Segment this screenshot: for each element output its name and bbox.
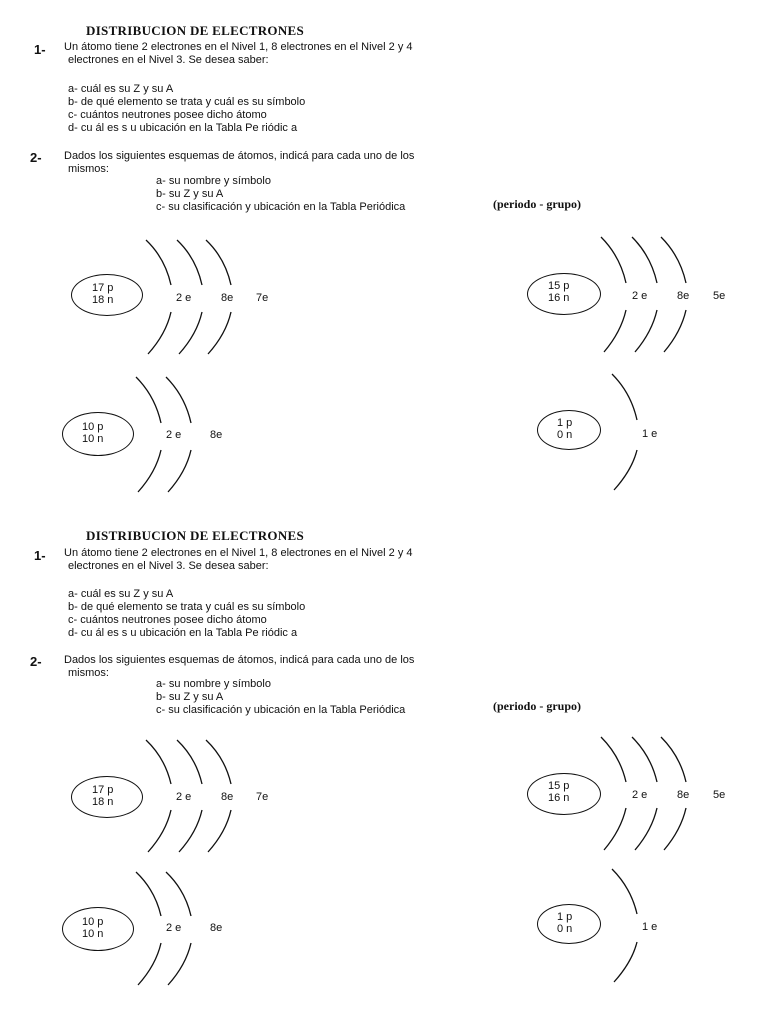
question-1-item-b: b- de qué elemento se trata y cuál es su símbolo — [68, 601, 306, 613]
shell-arc — [604, 808, 626, 850]
shell-1-label: 2 e — [166, 429, 182, 441]
nucleus-neutrons: 10 n — [82, 928, 104, 940]
shell-arc — [168, 450, 191, 492]
question-1-item-d: d- cu ál es s u ubicación en la Tabla Pe riódic a — [68, 627, 298, 639]
shell-3-label: 7e — [256, 791, 269, 803]
question-1-text-line2: electrones en el Nivel 3. Se desea saber: — [68, 54, 269, 66]
question-2-item-c: c- su clasificación y ubicación en la Tabla Periódica — [156, 201, 406, 213]
shell-arc — [632, 737, 657, 782]
shell-3-label: 5e — [713, 789, 726, 801]
nucleus-protons: 15 p — [548, 780, 570, 792]
shell-1-label: 2 e — [632, 290, 648, 302]
shell-1-label: 1 e — [642, 921, 658, 933]
shell-arc — [179, 810, 202, 852]
question-1-item-c: c- cuántos neutrones posee dicho átomo — [68, 614, 267, 626]
question-2-text-line1: Dados los siguientes esquemas de átomos, indicá para cada uno de los — [64, 654, 415, 666]
shell-arc — [177, 240, 202, 285]
shell-arc — [136, 377, 161, 423]
nucleus-protons: 17 p — [92, 784, 114, 796]
nucleus-neutrons: 16 n — [548, 792, 570, 804]
question-1-number: 1- — [34, 548, 46, 563]
shell-arc — [664, 808, 686, 850]
question-2-item-b: b- su Z y su A — [156, 188, 224, 200]
shell-3-label: 5e — [713, 290, 726, 302]
shell-arc — [601, 737, 626, 782]
shell-arc — [661, 237, 686, 283]
worksheet-title: DISTRIBUCION DE ELECTRONES — [86, 23, 305, 38]
shell-arcs-neon — [136, 872, 191, 985]
nucleus-neutrons: 16 n — [548, 292, 570, 304]
shell-arcs-phosphorus — [601, 737, 686, 850]
shell-arc — [612, 869, 637, 914]
shell-arcs-hydrogen — [612, 374, 637, 490]
question-2-number: 2- — [30, 654, 42, 669]
shell-arc — [614, 942, 637, 982]
shell-arc — [208, 810, 231, 852]
shell-arc — [664, 310, 686, 352]
nucleus-neutrons: 0 n — [557, 923, 573, 935]
question-2-item-a: a- su nombre y símbolo — [156, 678, 271, 690]
question-2-text-line2: mismos: — [68, 163, 109, 175]
shell-1-label: 2 e — [176, 791, 192, 803]
worksheet-title: DISTRIBUCION DE ELECTRONES — [86, 528, 305, 543]
nucleus-protons: 1 p — [557, 417, 573, 429]
shell-2-label: 8e — [221, 791, 234, 803]
nucleus-neutrons: 18 n — [92, 796, 114, 808]
shell-arc — [166, 872, 191, 916]
shell-2-label: 8e — [210, 429, 223, 441]
question-2-text-line1: Dados los siguientes esquemas de átomos, indicá para cada uno de los — [64, 150, 415, 162]
nucleus-protons: 10 p — [82, 916, 104, 928]
periodo-grupo-emphasis: (periodo - grupo) — [493, 197, 581, 211]
question-2-text-line2: mismos: — [68, 667, 109, 679]
question-1-item-b: b- de qué elemento se trata y cuál es su símbolo — [68, 96, 306, 108]
shell-arc — [179, 312, 202, 354]
shell-arc — [138, 943, 161, 985]
shell-arc — [146, 740, 171, 784]
question-1-item-c: c- cuántos neutrones posee dicho átomo — [68, 109, 267, 121]
shell-arcs-chlorine — [146, 240, 234, 354]
periodo-grupo-emphasis: (periodo - grupo) — [493, 699, 581, 713]
shell-arc — [206, 740, 231, 784]
question-2-item-a: a- su nombre y símbolo — [156, 175, 271, 187]
shell-arc — [661, 737, 686, 782]
nucleus-protons: 1 p — [557, 911, 573, 923]
question-2-item-c: c- su clasificación y ubicación en la Tabla Periódica — [156, 704, 406, 716]
shell-arcs-neon — [136, 377, 191, 492]
shell-arc — [168, 943, 191, 985]
shell-arcs-phosphorus — [601, 237, 686, 352]
nucleus-protons: 15 p — [548, 280, 570, 292]
shell-arc — [601, 237, 626, 283]
nucleus-neutrons: 18 n — [92, 294, 114, 306]
nucleus-protons: 10 p — [82, 421, 104, 433]
shell-arc — [138, 450, 161, 492]
shell-arc — [146, 240, 171, 285]
shell-arcs-chlorine — [146, 740, 234, 852]
shell-arc — [632, 237, 657, 283]
shell-1-label: 2 e — [632, 789, 648, 801]
shell-arc — [148, 810, 171, 852]
question-1-number: 1- — [34, 42, 46, 57]
shell-arc — [148, 312, 171, 354]
nucleus-protons: 17 p — [92, 282, 114, 294]
nucleus-neutrons: 10 n — [82, 433, 104, 445]
shell-1-label: 1 e — [642, 428, 658, 440]
shell-arc — [208, 312, 231, 354]
question-2-number: 2- — [30, 150, 42, 165]
shell-arc — [612, 374, 637, 420]
shell-2-label: 8e — [221, 292, 234, 304]
shell-arcs-hydrogen — [612, 869, 637, 982]
shell-arc — [136, 872, 161, 916]
question-1-text-line1: Un átomo tiene 2 electrones en el Nivel 1, 8 electrones en el Nivel 2 y 4 — [64, 41, 413, 53]
shell-arc — [635, 310, 657, 352]
question-1-item-d: d- cu ál es s u ubicación en la Tabla Pe riódic a — [68, 122, 298, 134]
question-1-item-a: a- cuál es su Z y su A — [68, 588, 174, 600]
shell-1-label: 2 e — [166, 922, 182, 934]
shell-arc — [614, 450, 637, 490]
question-1-text-line1: Un átomo tiene 2 electrones en el Nivel 1, 8 electrones en el Nivel 2 y 4 — [64, 547, 413, 559]
shell-2-label: 8e — [677, 789, 690, 801]
shell-arc — [177, 740, 202, 784]
shell-arc — [604, 310, 626, 352]
shell-arc — [166, 377, 191, 423]
shell-2-label: 8e — [210, 922, 223, 934]
shell-3-label: 7e — [256, 292, 269, 304]
shell-1-label: 2 e — [176, 292, 192, 304]
shell-2-label: 8e — [677, 290, 690, 302]
shell-arc — [206, 240, 231, 285]
question-1-text-line2: electrones en el Nivel 3. Se desea saber: — [68, 560, 269, 572]
question-2-item-b: b- su Z y su A — [156, 691, 224, 703]
shell-arc — [635, 808, 657, 850]
question-1-item-a: a- cuál es su Z y su A — [68, 83, 174, 95]
nucleus-neutrons: 0 n — [557, 429, 573, 441]
